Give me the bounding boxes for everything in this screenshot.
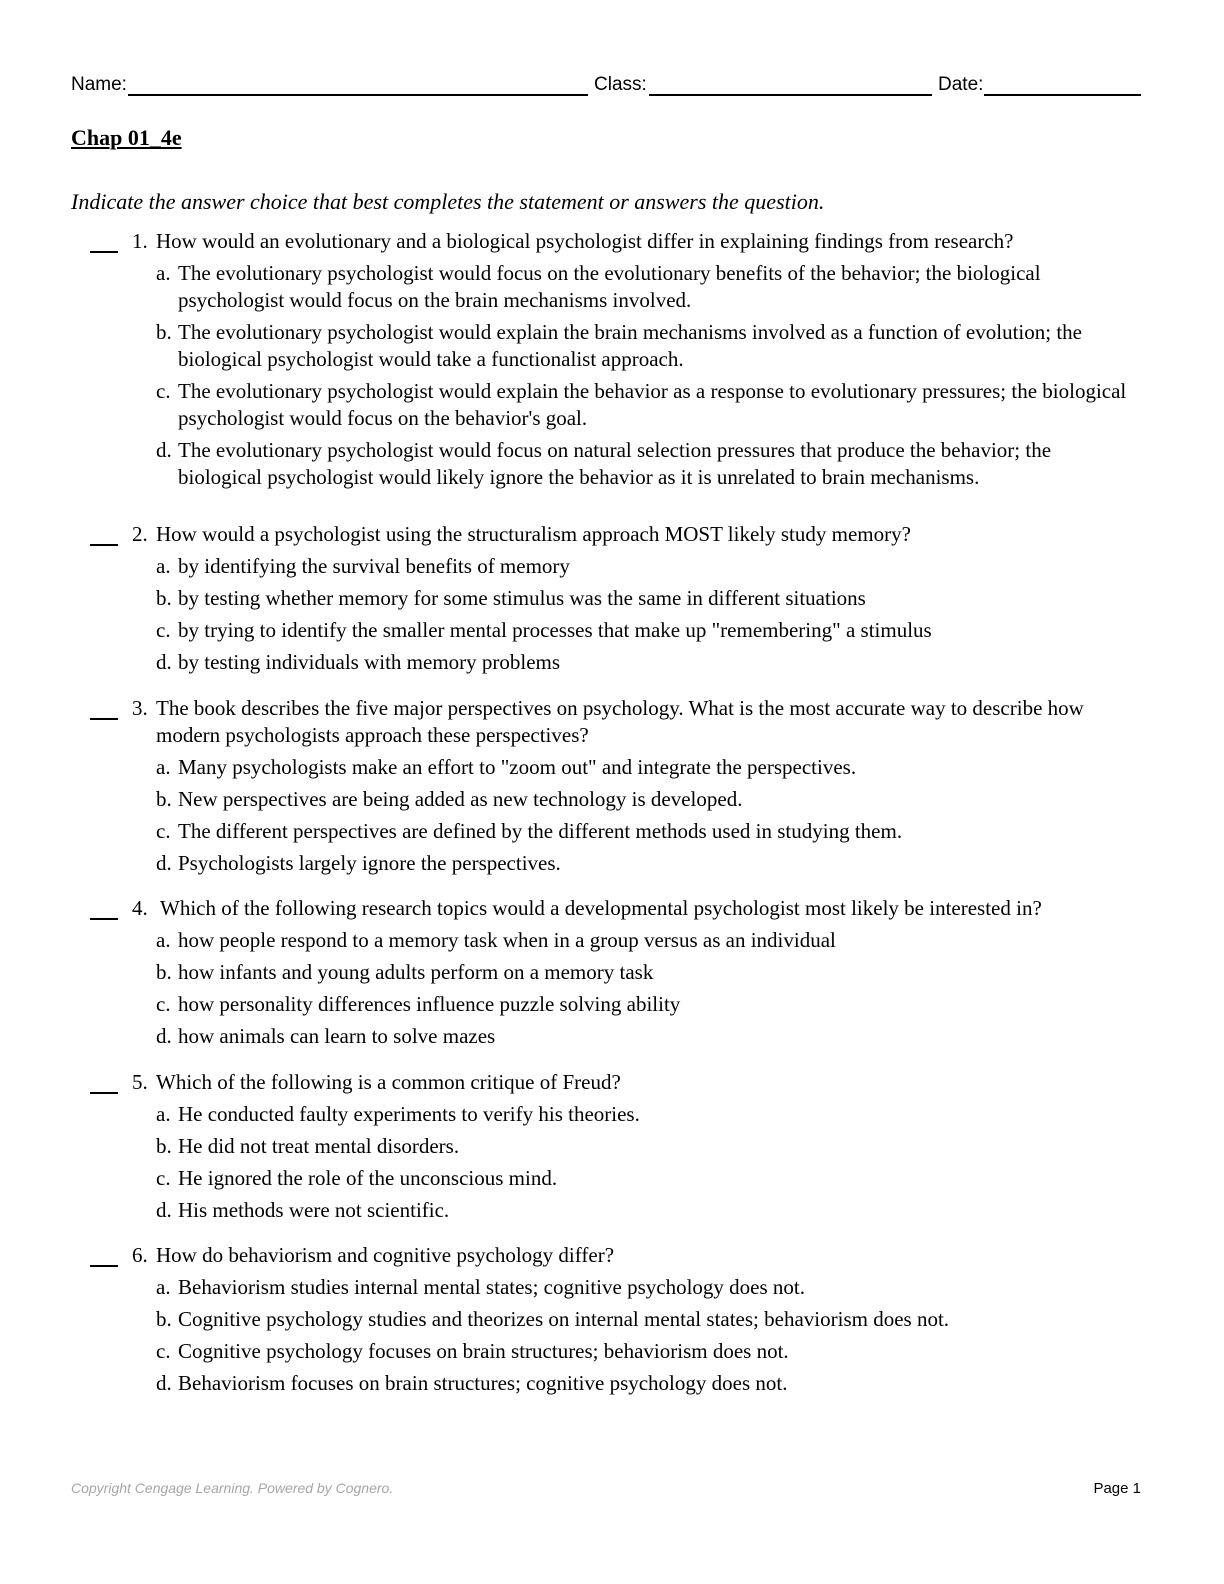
- instructions: Indicate the answer choice that best completes the statement or answers the question.: [71, 189, 825, 214]
- option-text: The evolutionary psychologist would focus on the evolutionary benefits of the behavior; the biological psychologist would focus on the brain mechanisms involved.: [178, 261, 1041, 312]
- option-text: Cognitive psychology focuses on brain structures; behaviorism does not.: [178, 1339, 789, 1363]
- question-1: [90, 228, 1140, 491]
- option-text: by testing whether memory for some stimulus was the same in different situations: [178, 586, 866, 610]
- header-fields: [71, 72, 1141, 98]
- option-letter: d.: [156, 1198, 172, 1222]
- option-text: by trying to identify the smaller mental processes that make up "remembering" a stimulus: [178, 618, 932, 642]
- question-3: [90, 695, 1140, 877]
- option-letter: b.: [156, 1134, 172, 1158]
- option-letter: d.: [156, 650, 172, 674]
- question-text: How do behaviorism and cognitive psychology differ?: [156, 1243, 615, 1267]
- option-text: Behaviorism studies internal mental states; cognitive psychology does not.: [178, 1275, 805, 1299]
- answer-option[interactable]: [156, 437, 1140, 491]
- option-letter: b.: [156, 787, 172, 811]
- answer-option[interactable]: [156, 754, 1140, 781]
- answer-option[interactable]: [156, 260, 1140, 314]
- question-number: 2.: [132, 522, 148, 546]
- answer-blank[interactable]: [90, 1074, 118, 1094]
- option-text: He conducted faulty experiments to verify his theories.: [178, 1102, 640, 1126]
- answer-option[interactable]: [156, 1274, 1140, 1301]
- option-letter: b.: [156, 960, 172, 984]
- question-4: [90, 895, 1140, 1050]
- option-text: Cognitive psychology studies and theorizes on internal mental states; behaviorism does not.: [178, 1307, 950, 1331]
- option-text: The evolutionary psychologist would explain the behavior as a response to evolutionary pressures; the biological psychologist would focus on the behavior's goal.: [178, 379, 1127, 430]
- question-6: [90, 1242, 1140, 1397]
- answer-option[interactable]: [156, 959, 1140, 986]
- answer-blank[interactable]: [90, 900, 118, 920]
- answer-blank[interactable]: [90, 233, 118, 253]
- option-text: Many psychologists make an effort to "zoom out" and integrate the perspectives.: [178, 755, 857, 779]
- answer-option[interactable]: [156, 927, 1140, 954]
- page-number: Page 1: [1093, 1480, 1141, 1497]
- answer-option[interactable]: [156, 1165, 1140, 1192]
- option-text: how animals can learn to solve mazes: [178, 1024, 496, 1048]
- name-field[interactable]: [128, 94, 588, 96]
- option-letter: c.: [156, 992, 171, 1016]
- answer-option[interactable]: [156, 1306, 1140, 1333]
- option-letter: a.: [156, 261, 171, 285]
- answer-option[interactable]: [156, 850, 1140, 877]
- option-text: by identifying the survival benefits of memory: [178, 554, 570, 578]
- answer-blank[interactable]: [90, 526, 118, 546]
- question-text: Which of the following research topics would a developmental psychologist most likely be interested in?: [160, 896, 1042, 920]
- question-2: [90, 521, 1140, 676]
- option-text: New perspectives are being added as new technology is developed.: [178, 787, 743, 811]
- option-letter: c.: [156, 1339, 171, 1363]
- option-letter: d.: [156, 438, 172, 462]
- question-text: How would a psychologist using the structuralism approach MOST likely study memory?: [156, 522, 911, 546]
- option-letter: a.: [156, 1102, 171, 1126]
- class-field[interactable]: [649, 94, 932, 96]
- question-number: 4.: [132, 896, 148, 920]
- answer-option[interactable]: [156, 786, 1140, 813]
- answer-blank[interactable]: [90, 1247, 118, 1267]
- option-letter: a.: [156, 1275, 171, 1299]
- answer-option[interactable]: [156, 1197, 1140, 1224]
- option-letter: c.: [156, 819, 171, 843]
- option-text: His methods were not scientific.: [178, 1198, 450, 1222]
- answer-blank[interactable]: [90, 700, 118, 720]
- question-number: 1.: [132, 229, 148, 253]
- question-number: 6.: [132, 1243, 148, 1267]
- name-label: Name:: [71, 74, 127, 95]
- option-text: The evolutionary psychologist would focus on natural selection pressures that produce the behavior; the biological psychologist would likely ignore the behavior as it is unrelated to brain mechanisms.: [178, 438, 1052, 489]
- copyright-footer: Copyright Cengage Learning. Powered by Cognero.: [71, 1480, 394, 1496]
- option-letter: b.: [156, 320, 172, 344]
- option-letter: b.: [156, 586, 172, 610]
- date-field[interactable]: [984, 94, 1141, 96]
- option-text: how people respond to a memory task when in a group versus as an individual: [178, 928, 836, 952]
- chapter-title: Chap 01_4e: [71, 125, 182, 150]
- question-text: Which of the following is a common critique of Freud?: [156, 1070, 621, 1094]
- option-text: how personality differences influence puzzle solving ability: [178, 992, 681, 1016]
- option-text: He ignored the role of the unconscious mind.: [178, 1166, 558, 1190]
- answer-option[interactable]: [156, 1370, 1140, 1397]
- option-letter: d.: [156, 851, 172, 875]
- option-text: The different perspectives are defined by the different methods used in studying them.: [178, 819, 903, 843]
- option-letter: d.: [156, 1024, 172, 1048]
- question-number: 3.: [132, 696, 148, 720]
- option-letter: c.: [156, 618, 171, 642]
- option-text: The evolutionary psychologist would explain the brain mechanisms involved as a function of evolution; the biological psychologist would take a functionalist approach.: [178, 320, 1082, 371]
- question-text: The book describes the five major perspectives on psychology. What is the most accurate way to describe how modern psychologists approach these perspectives?: [156, 696, 1084, 747]
- answer-option[interactable]: [156, 1101, 1140, 1128]
- question-number: 5.: [132, 1070, 148, 1094]
- option-text: Behaviorism focuses on brain structures; cognitive psychology does not.: [178, 1371, 788, 1395]
- option-text: He did not treat mental disorders.: [178, 1134, 460, 1158]
- answer-option[interactable]: [156, 1023, 1140, 1050]
- option-letter: c.: [156, 379, 171, 403]
- question-text: How would an evolutionary and a biological psychologist differ in explaining findings from research?: [156, 229, 1014, 253]
- option-text: Psychologists largely ignore the perspectives.: [178, 851, 561, 875]
- answer-option[interactable]: [156, 553, 1140, 580]
- date-label: Date:: [938, 74, 984, 95]
- class-label: Class:: [594, 74, 647, 95]
- answer-option[interactable]: [156, 378, 1140, 432]
- option-letter: d.: [156, 1371, 172, 1395]
- answer-option[interactable]: [156, 617, 1140, 644]
- answer-option[interactable]: [156, 319, 1140, 373]
- option-text: how infants and young adults perform on a memory task: [178, 960, 654, 984]
- answer-option[interactable]: [156, 991, 1140, 1018]
- answer-option[interactable]: [156, 1133, 1140, 1160]
- answer-option[interactable]: [156, 585, 1140, 612]
- option-letter: a.: [156, 928, 171, 952]
- answer-option[interactable]: [156, 818, 1140, 845]
- answer-option[interactable]: [156, 1338, 1140, 1365]
- answer-option[interactable]: [156, 649, 1140, 676]
- question-5: [90, 1069, 1140, 1224]
- option-letter: a.: [156, 554, 171, 578]
- option-letter: b.: [156, 1307, 172, 1331]
- option-letter: a.: [156, 755, 171, 779]
- option-letter: c.: [156, 1166, 171, 1190]
- option-text: by testing individuals with memory problems: [178, 650, 561, 674]
